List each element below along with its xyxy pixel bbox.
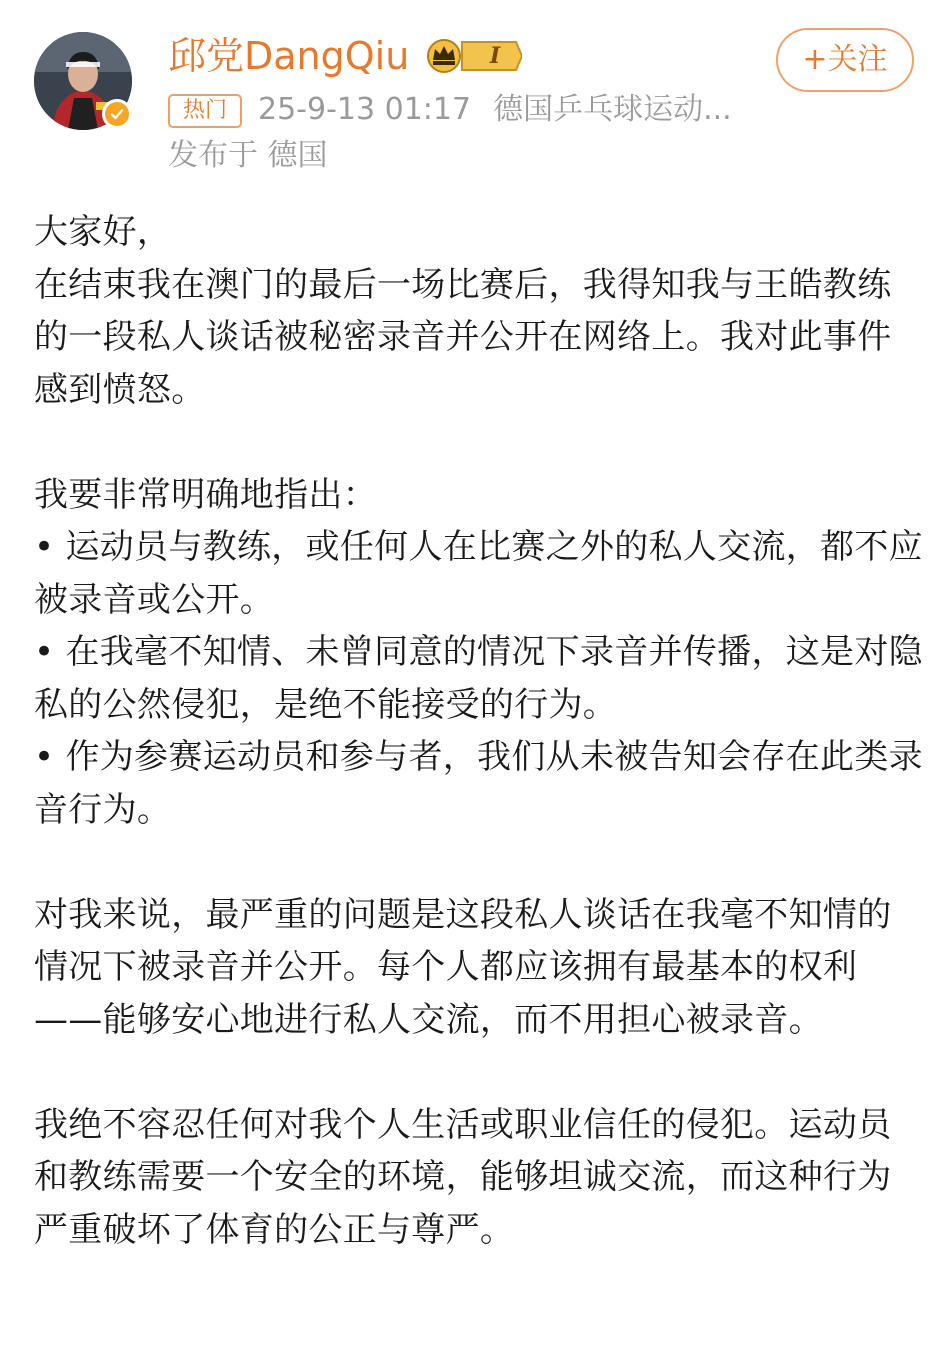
hot-tag[interactable]: 热门 — [168, 94, 242, 128]
post-meta — [258, 88, 732, 132]
post-header — [0, 0, 946, 190]
level-number: I — [489, 43, 501, 69]
verified-check-icon — [102, 99, 132, 129]
post-paragraph: 我绝不容忍任何对我个人生活或职业信任的侵犯。运动员和教练需要一个安全的环境，能够坦诚交流，而这种行为严重破坏了体育的公正与尊严。 — [34, 1104, 892, 1250]
post-blank-line — [34, 836, 924, 889]
post-paragraph: 对我来说，最严重的问题是这段私人谈话在我毫不知情的情况下被录音并公开。每个人都应该拥有最基本的权利——能够安心地进行私人交流，而不用担心被录音。 — [34, 894, 892, 1040]
post-location: 发布于 德国 — [168, 138, 328, 173]
crown-level-icon — [424, 38, 522, 74]
post-timestamp: 25-9-13 01:17 — [258, 92, 472, 127]
post-blank-line — [34, 1046, 924, 1099]
post-source[interactable]: 德国乒乓球运动... — [493, 92, 732, 127]
post-bullet: • 作为参赛运动员和参与者，我们从未被告知会存在此类录音行为。 — [34, 737, 923, 830]
follow-button[interactable]: +关注 — [776, 28, 914, 92]
post-bullet: • 运动员与教练，或任何人在比赛之外的私人交流，都不应被录音或公开。 — [34, 527, 923, 620]
post-bullet: • 在我毫不知情、未曾同意的情况下录音并传播，这是对隐私的公然侵犯，是绝不能接受的行为。 — [34, 632, 923, 725]
post-paragraph: 我要非常明确地指出： — [34, 474, 377, 515]
post-blank-line — [34, 416, 924, 469]
post-paragraph: 大家好， — [34, 212, 172, 252]
author-name[interactable]: 邱党DangQiu — [168, 34, 410, 78]
post-content — [34, 206, 924, 1256]
post-paragraph: 在结束我在澳门的最后一场比赛后，我得知我与王皓教练的一段私人谈话被秘密录音并公开在网络上。我对此事件感到愤怒。 — [34, 264, 892, 410]
